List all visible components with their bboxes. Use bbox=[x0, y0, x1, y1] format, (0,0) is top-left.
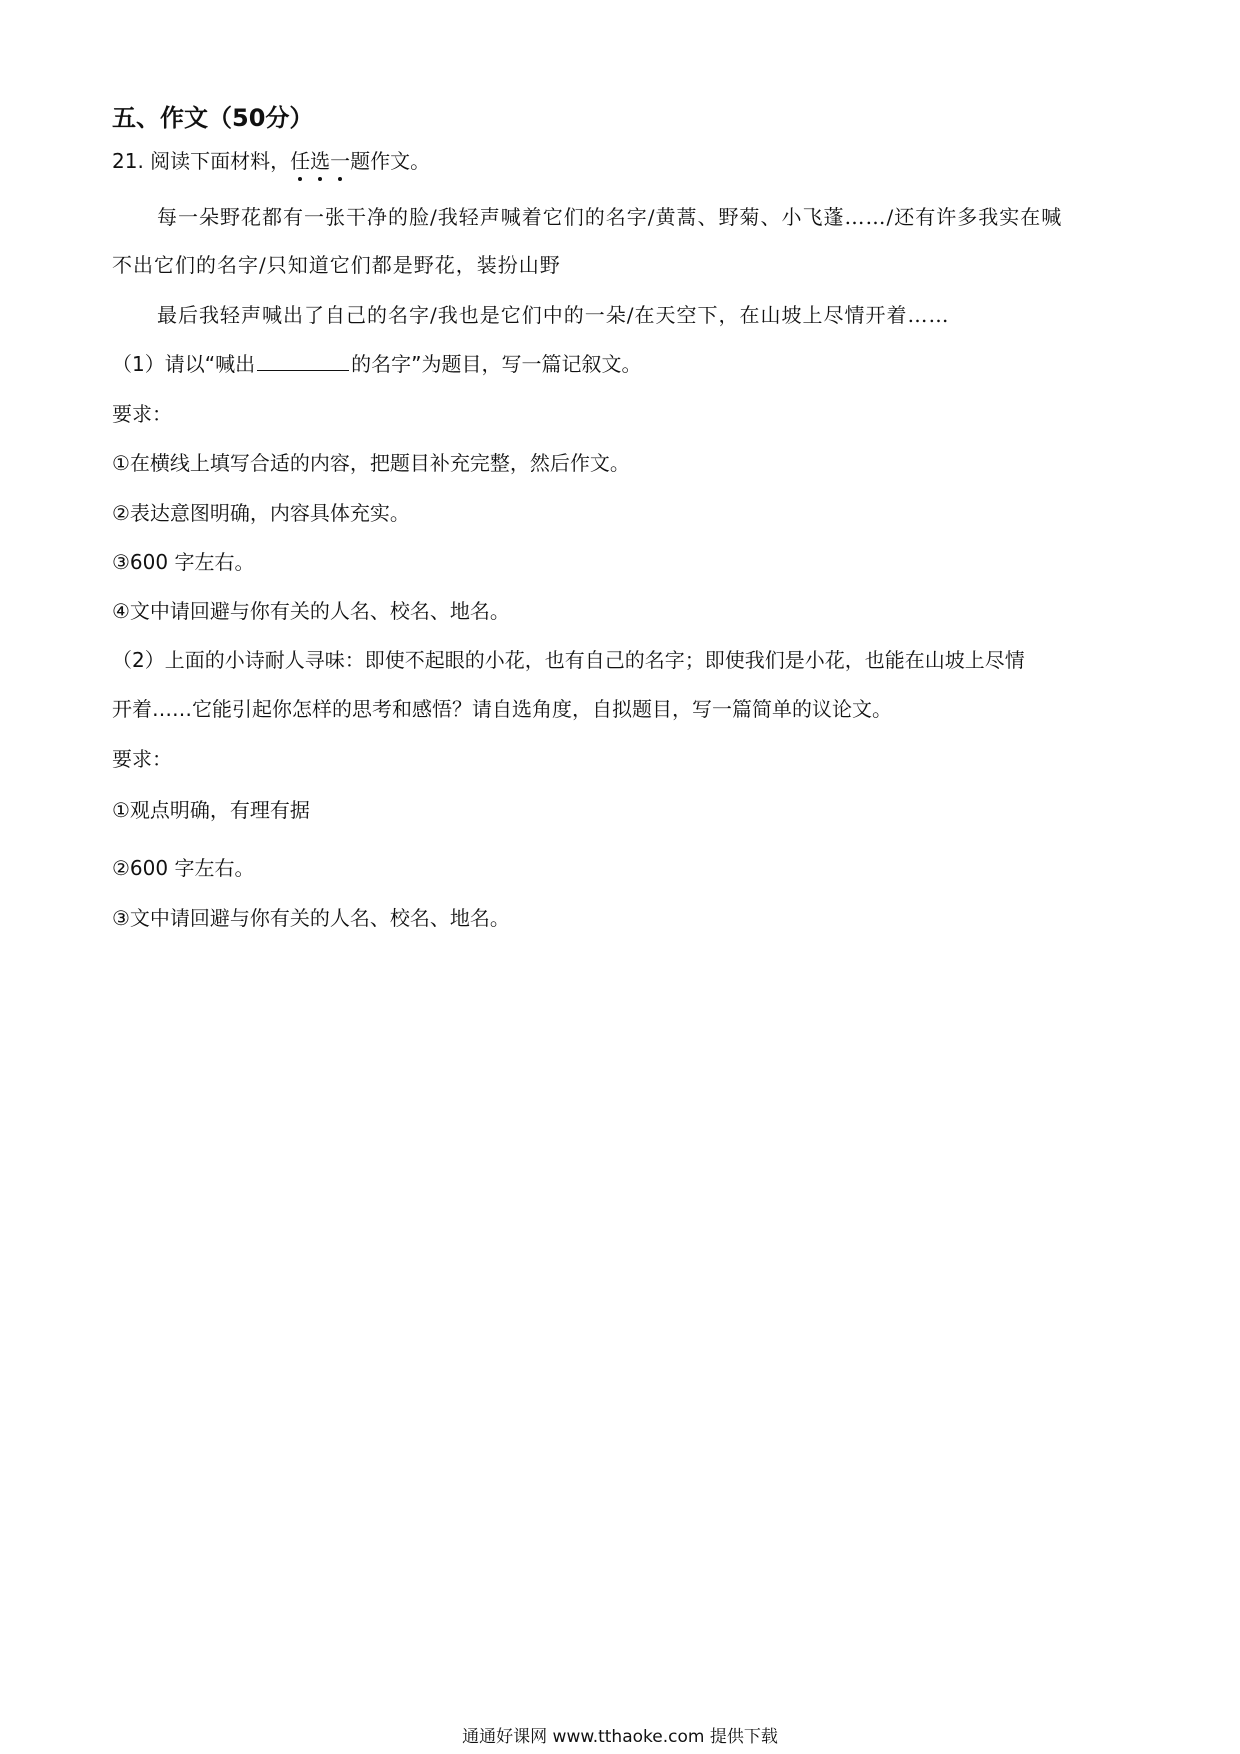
poem-line-1: 每一朵野花都有一张干净的脸/我轻声喊着它们的名字/黄蒿、野菊、小飞蓬……/还有许多我实在喊 bbox=[157, 205, 1063, 229]
part2-requirement-3: ③文中请回避与你有关的人名、校名、地名。 bbox=[112, 906, 510, 930]
question-prompt-pre: 21. 阅读下面材料， bbox=[112, 149, 291, 173]
part2-prompt-line-1: （2）上面的小诗耐人寻味：即使不起眼的小花，也有自己的名字；即使我们是小花，也能在山坡上尽情 bbox=[112, 648, 1025, 672]
poem-line-3: 最后我轻声喊出了自己的名字/我也是它们中的一朵/在天空下，在山坡上尽情开着…… bbox=[157, 303, 950, 327]
page-footer: 通通好课网 www.tthaoke.com 提供下载 bbox=[462, 1727, 778, 1747]
part1-requirement-1: ①在横线上填写合适的内容，把题目补充完整，然后作文。 bbox=[112, 451, 630, 475]
poem-line-2: 不出它们的名字/只知道它们都是野花，装扮山野 bbox=[112, 253, 561, 277]
part1-requirement-3: ③600 字左右。 bbox=[112, 550, 255, 574]
emphasis-char-2: 选 bbox=[310, 149, 331, 173]
part2-prompt-line-2: 开着……它能引起你怎样的思考和感悟？请自选角度，自拟题目，写一篇简单的议论文。 bbox=[112, 697, 892, 721]
part1-requirement-2: ②表达意图明确，内容具体充实。 bbox=[112, 501, 410, 525]
part1-requirements-label: 要求： bbox=[112, 402, 172, 426]
part2-requirements-label: 要求： bbox=[112, 747, 172, 771]
section-title: 五、作文（50分） bbox=[112, 104, 314, 132]
part1-prompt-pre: （1）请以“喊出 bbox=[112, 352, 256, 376]
part1-requirement-4: ④文中请回避与你有关的人名、校名、地名。 bbox=[112, 599, 510, 623]
emphasis-char-1: 任 bbox=[290, 149, 311, 173]
part1-prompt bbox=[112, 350, 641, 378]
part1-prompt-post: 的名字”为题目，写一篇记叙文。 bbox=[351, 352, 642, 376]
question-prompt-post: 题作文。 bbox=[350, 149, 431, 173]
emphasis-char-3: 一 bbox=[330, 149, 351, 173]
question-prompt bbox=[112, 147, 430, 175]
part2-requirement-1: ①观点明确，有理有据 bbox=[112, 798, 310, 822]
part2-requirement-2: ②600 字左右。 bbox=[112, 856, 255, 880]
title-blank bbox=[257, 350, 349, 371]
